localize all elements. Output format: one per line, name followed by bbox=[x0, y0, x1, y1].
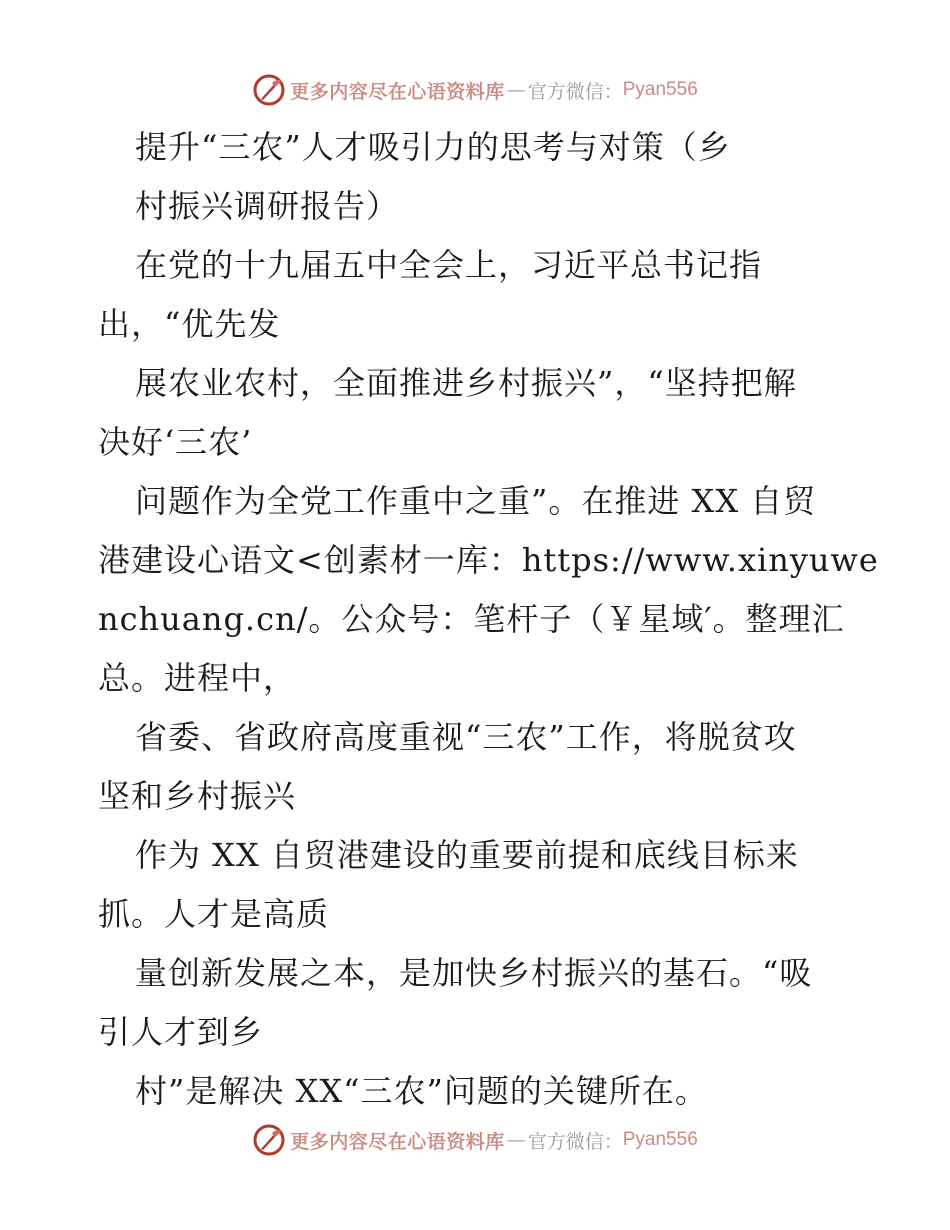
title-line-2: 村振兴调研报告） bbox=[135, 187, 400, 225]
text-line: 决好‘三农’ bbox=[98, 423, 253, 461]
text-line: 展农业农村，全面推进乡村振兴”，“坚持把解 bbox=[135, 364, 797, 402]
watermark-brand: 更多内容尽在心语资料库 bbox=[290, 80, 505, 103]
title-line-1: 提升“三农”人才吸引力的思考与对策（乡 bbox=[135, 128, 731, 166]
text-line: nchuang.cn/。公众号：笔杆子（￥星域′。整理汇 bbox=[98, 600, 845, 638]
text-line: 村”是解决 XX“三农”问题的关键所在。 bbox=[135, 1072, 708, 1110]
watermark-brand: 更多内容尽在心语资料库 bbox=[290, 1130, 505, 1153]
text-line: 问题作为全党工作重中之重”。在推进 XX 自贸 bbox=[135, 482, 817, 520]
watermark-dash: — bbox=[506, 1129, 526, 1151]
footer-watermark bbox=[0, 1120, 950, 1160]
watermark-wechat-label: 官方微信： bbox=[527, 80, 623, 103]
text-line: 省委、省政府高度重视“三农”工作，将脱贫攻 bbox=[135, 718, 797, 756]
watermark-wechat-id: Pyan556 bbox=[622, 1129, 698, 1150]
text-line: 出，“优先发 bbox=[98, 305, 281, 343]
watermark-wechat-label: 官方微信： bbox=[527, 1130, 623, 1153]
feather-pen-logo-icon bbox=[252, 1123, 286, 1157]
text-line: 量创新发展之本，是加快乡村振兴的基石。“吸 bbox=[135, 954, 813, 992]
watermark-dash: — bbox=[506, 79, 526, 101]
text-line: 作为 XX 自贸港建设的重要前提和底线目标来 bbox=[135, 836, 799, 874]
text-line: 抓。人才是高质 bbox=[98, 895, 330, 933]
feather-pen-logo-icon bbox=[252, 73, 286, 107]
text-line: 总。进程中， bbox=[98, 659, 297, 697]
header-watermark bbox=[0, 70, 950, 110]
text-line: 在党的十九届五中全会上，习近平总书记指 bbox=[135, 246, 763, 284]
text-line: 港建设心语文<创素材一库：https://www.xinyuwe bbox=[98, 541, 879, 579]
text-line: 坚和乡村振兴 bbox=[98, 777, 297, 815]
watermark-wechat-id: Pyan556 bbox=[622, 79, 698, 100]
text-line: 引人才到乡 bbox=[98, 1013, 264, 1051]
